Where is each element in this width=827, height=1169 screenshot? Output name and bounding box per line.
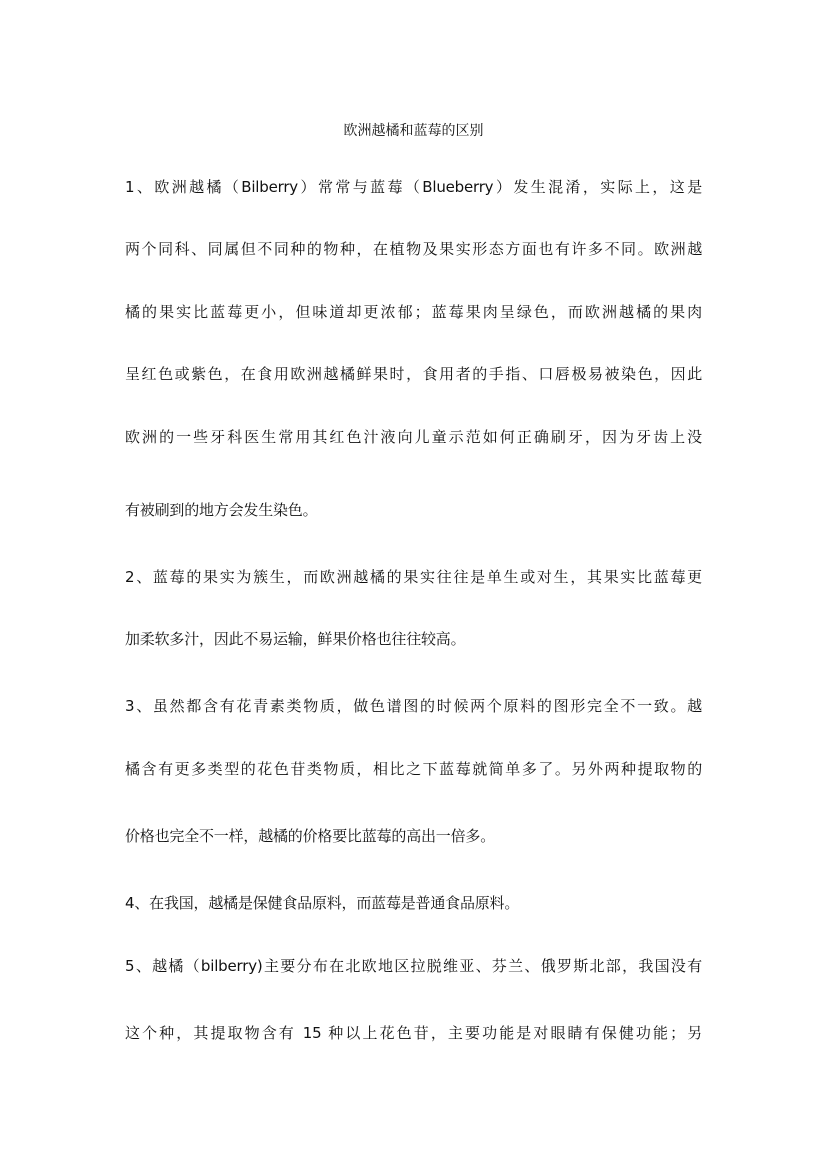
text-line-5: 欧洲的一些牙科医生常用其红色汁液向儿童示范如何正确刷牙，因为牙齿上没 (125, 428, 702, 446)
text-line-7: 2、蓝莓的果实为簇生，而欧洲越橘的果实往往是单生或对生，其果实比蓝莓更 (125, 568, 702, 586)
text-line-1: 1、欧洲越橘（Bilberry）常常与蓝莓（Blueberry）发生混淆，实际上，这是 (125, 178, 702, 196)
text-line-4: 呈红色或紫色，在食用欧洲越橘鲜果时，食用者的手指、口唇极易被染色，因此 (125, 365, 702, 383)
text-line-3: 橘的果实比蓝莓更小，但味道却更浓郁；蓝莓果肉呈绿色，而欧洲越橘的果肉 (125, 303, 702, 321)
text-line-14: 这个种，其提取物含有 15 种以上花色苷，主要功能是对眼睛有保健功能；另 (125, 1024, 702, 1042)
text-line-9: 3、虽然都含有花青素类物质，做色谱图的时候两个原料的图形完全不一致。越 (125, 697, 702, 715)
text-line-13: 5、越橘（bilberry)主要分布在北欧地区拉脱维亚、芬兰、俄罗斯北部，我国没有 (125, 957, 702, 975)
text-line-8: 加柔软多汁，因此不易运输，鲜果价格也往往较高。 (125, 630, 466, 648)
document-title: 欧洲越橘和蓝莓的区别 (343, 123, 484, 139)
text-line-12: 4、在我国，越橘是保健食品原料，而蓝莓是普通食品原料。 (125, 894, 520, 912)
text-line-10: 橘含有更多类型的花色苷类物质，相比之下蓝莓就简单多了。另外两种提取物的 (125, 760, 702, 778)
text-line-6: 有被刷到的地方会发生染色。 (125, 501, 318, 519)
text-line-2: 两个同科、同属但不同种的物种，在植物及果实形态方面也有许多不同。欧洲越 (125, 240, 702, 258)
text-line-11: 价格也完全不一样，越橘的价格要比蓝莓的高出一倍多。 (125, 827, 496, 845)
